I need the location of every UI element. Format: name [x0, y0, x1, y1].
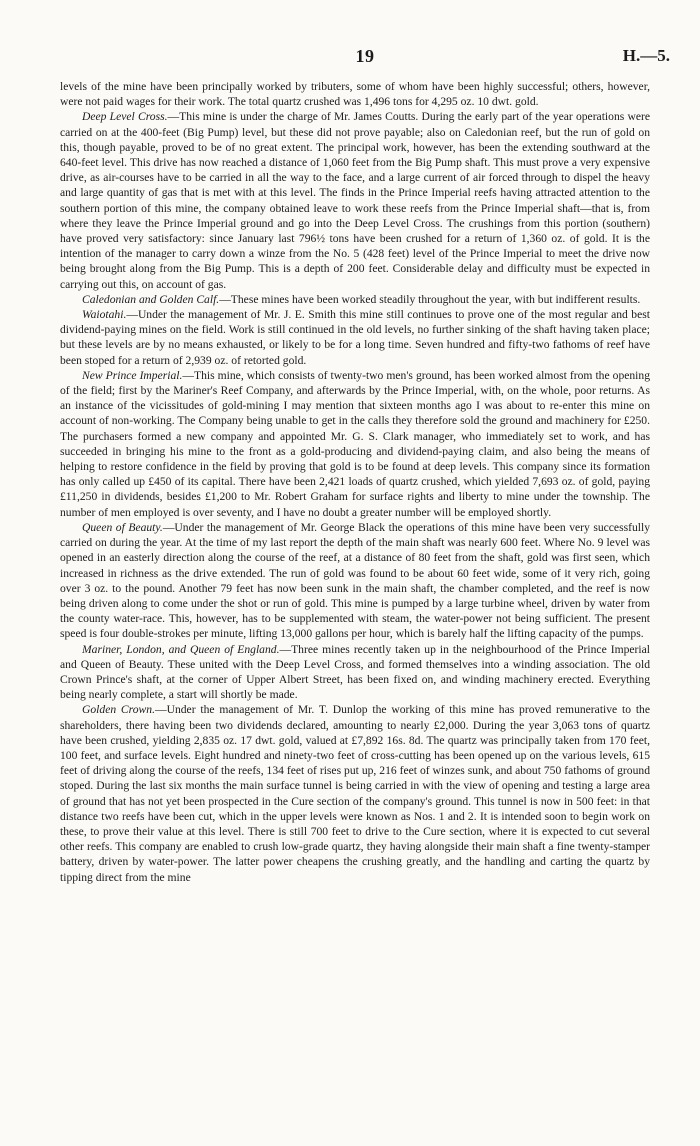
- paragraph-heading: Deep Level Cross.: [82, 110, 168, 124]
- page-header: [60, 46, 670, 68]
- page-number: 19: [355, 46, 375, 66]
- paragraph-heading: New Prince Imperial.: [82, 368, 183, 382]
- paragraph-golden-crown: [60, 702, 650, 884]
- paragraph-text: —Under the management of Mr. T. Dunlop the working of this mine has proved remunerative to the shareholders, there having been two dividends declared, amounting to nearly £2,000. During the year 3,063 tons of quartz have been crushed, yielding 2,835 oz. 17 dwt. gold, valued at £7,892 16s. 8d. The quartz was principally taken from 170 feet, 100 feet, and surface levels. Eight hundred and ninety-two feet of cross-cutting has been opened up on the various levels, 615 feet of driving along the course of the reefs, 134 feet of rises put up, 216 feet of winzes sunk, and about 750 fathoms of ground stoped. During the last six months the main surface tunnel is being carried in with the view of opening and testing a large area of ground that has not yet been prospected in the Cure section of the company's ground. This tunnel is now in 500 feet: in that distance two reefs have been cut, which in the upper levels were known as Nos. 1 and 2. It is intended soon to begin work on these, to prove their value at this level. There is still 700 feet to drive to the Cure section, where it is expected to cut several other reefs. This company are enabled to crush low-grade quartz, they having alongside their main shaft a fine twenty-stamper battery, driven by water-power. The latter power cheapens the crushing greatly, and the handling and carting the quartz by tipping direct from the mine: [60, 703, 650, 884]
- paragraph-queen-of-beauty: [60, 520, 650, 642]
- paragraph-text: levels of the mine have been principally worked by tributers, some of whom have been highly successful; others, however, were not paid wages for their work. The total quartz crushed was 1,496 tons for 4,295 oz. 10 dwt. gold.: [60, 80, 650, 109]
- paragraph-text: —This mine, which consists of twenty-two men's ground, has been worked almost from the opening of the field; first by the Mariner's Reef Company, and afterwards by the Prince Imperial, with, on the whole, poor returns. As an instance of the vicissitudes of gold-mining I may mention that sixteen months ago I was about to re-enter this mine on account of non-working. The Company being unable to get in the calls they therefore sold the ground and machinery for £250. The purchasers formed a new company and appointed Mr. G. S. Clark manager, who immediately set to work, and has succeeded in bringing his mine to the front as a gold-producing and dividend-paying claim, and also being the means of helping to restore confidence in the field by proving that gold is to be found at deep levels. This company since its formation has only called up £450 of its capital. There have been 2,421 loads of quartz crushed, which yielded 7,693 oz. of gold, paying £11,250 in dividends, besides £1,200 to Mr. Robert Graham for surface rights and liberty to mine under the township. The number of men employed is over seventy, and I have no doubt a greater number will be employed shortly.: [60, 368, 650, 519]
- paragraph-new-prince-imperial: [60, 368, 650, 520]
- paragraph-heading: Mariner, London, and Queen of England.: [82, 642, 280, 656]
- paragraph-text: —Under the management of Mr. George Black the operations of this mine have been very successfully carried on during the year. At the time of my last report the depth of the main shaft was nearly 600 feet. Where No. 9 level was opened in an easterly direction along the course of the reef, at a distance of 80 feet from the shaft, gold was first seen, which increased in richness as the drive extended. The run of gold was found to be about 60 feet wide, some of it very rich, going over 3 oz. to the pound. Another 79 feet has now been sunk in the main shaft, the chamber completed, and the reef is now being driven along to come under the shot or run of gold. This mine is pumped by a large turbine wheel, driven by water from the county water-race. This, however, has to be supplemented with steam, the water-power not being sufficient. The present speed is four double-strokes per minute, lifting 13,000 gallons per hour, which is barely half the lifting capacity of the pumps.: [60, 520, 650, 641]
- paragraph-heading: Queen of Beauty.: [82, 520, 163, 534]
- paragraph-deep-level-cross: [60, 109, 650, 291]
- paragraph-heading: Waiotahi.: [82, 308, 127, 322]
- paragraph-caledonian: [60, 292, 650, 307]
- paragraph-heading: Golden Crown.: [82, 703, 155, 717]
- report-body: [60, 79, 650, 885]
- paragraph-text: —Three mines recently taken up in the neighbourhood of the Prince Imperial and Queen of Beauty. These united with the Deep Level Cross, and formed themselves into a winding association. The old Crown Prince's shaft, at the corner of Upper Albert Street, has been fixed on, and winding machinery erected. Everything being nearly complete, a start will shortly be made.: [60, 642, 651, 702]
- paragraph-waiotahi: [60, 307, 650, 368]
- paragraph-text: —Under the management of Mr. J. E. Smith this mine still continues to prove one of the most regular and best dividend-paying mines on the field. Work is still continued in the old levels, no further sinking of the shaft having taken place; but these levels are by no means exhausted, or likely to be for a long time. Seven hundred and fifty-two fathoms of reef have been stoped for a return of 2,939 oz. of retorted gold.: [60, 308, 650, 367]
- paragraph-mariner-london: [60, 642, 650, 703]
- paragraph-text: —These mines have been worked steadily throughout the year, with but indifferent results.: [219, 292, 641, 306]
- document-reference: H.—5.: [622, 46, 670, 65]
- paragraph-text: —This mine is under the charge of Mr. James Coutts. During the early part of the year operations were carried on at the 400-feet (Big Pump) level, but these did not prove payable; also on Caledonian reef, but the run of gold on this, though payable, proved to be of no great extent. The principal work, however, has been the extending southward at the 640-feet level. This drive has now reached a distance of 1,060 feet from the Big Pump shaft. This must prove a very expensive drive, as air-courses have to be carried in all the way to the face, and a large current of air forced through to dispel the heavy and large quantity of gas that is met with at this level. The finds in the Prince Imperial reefs having attracted attention to the southern portion of this mine, the company obtained leave to work these reefs from the Prince Imperial shaft—that is, from where they leave the Prince Imperial ground and go into the Deep Level Cross. The crushings from this portion (southern) have proved very satisfactory: since January last 796½ tons have been crushed for a return of 1,360 oz. of gold. It is the intention of the manager to carry down a winze from the No. 5 (428 feet) level of the Prince Imperial to meet the drive now being brought along from the Big Pump. This is a depth of 200 feet. Considerable delay and difficulty must be expected in carrying out this, on account of gas.: [60, 110, 650, 291]
- paragraph-heading: Caledonian and Golden Calf.: [82, 292, 220, 306]
- paragraph-continuation: [60, 79, 650, 109]
